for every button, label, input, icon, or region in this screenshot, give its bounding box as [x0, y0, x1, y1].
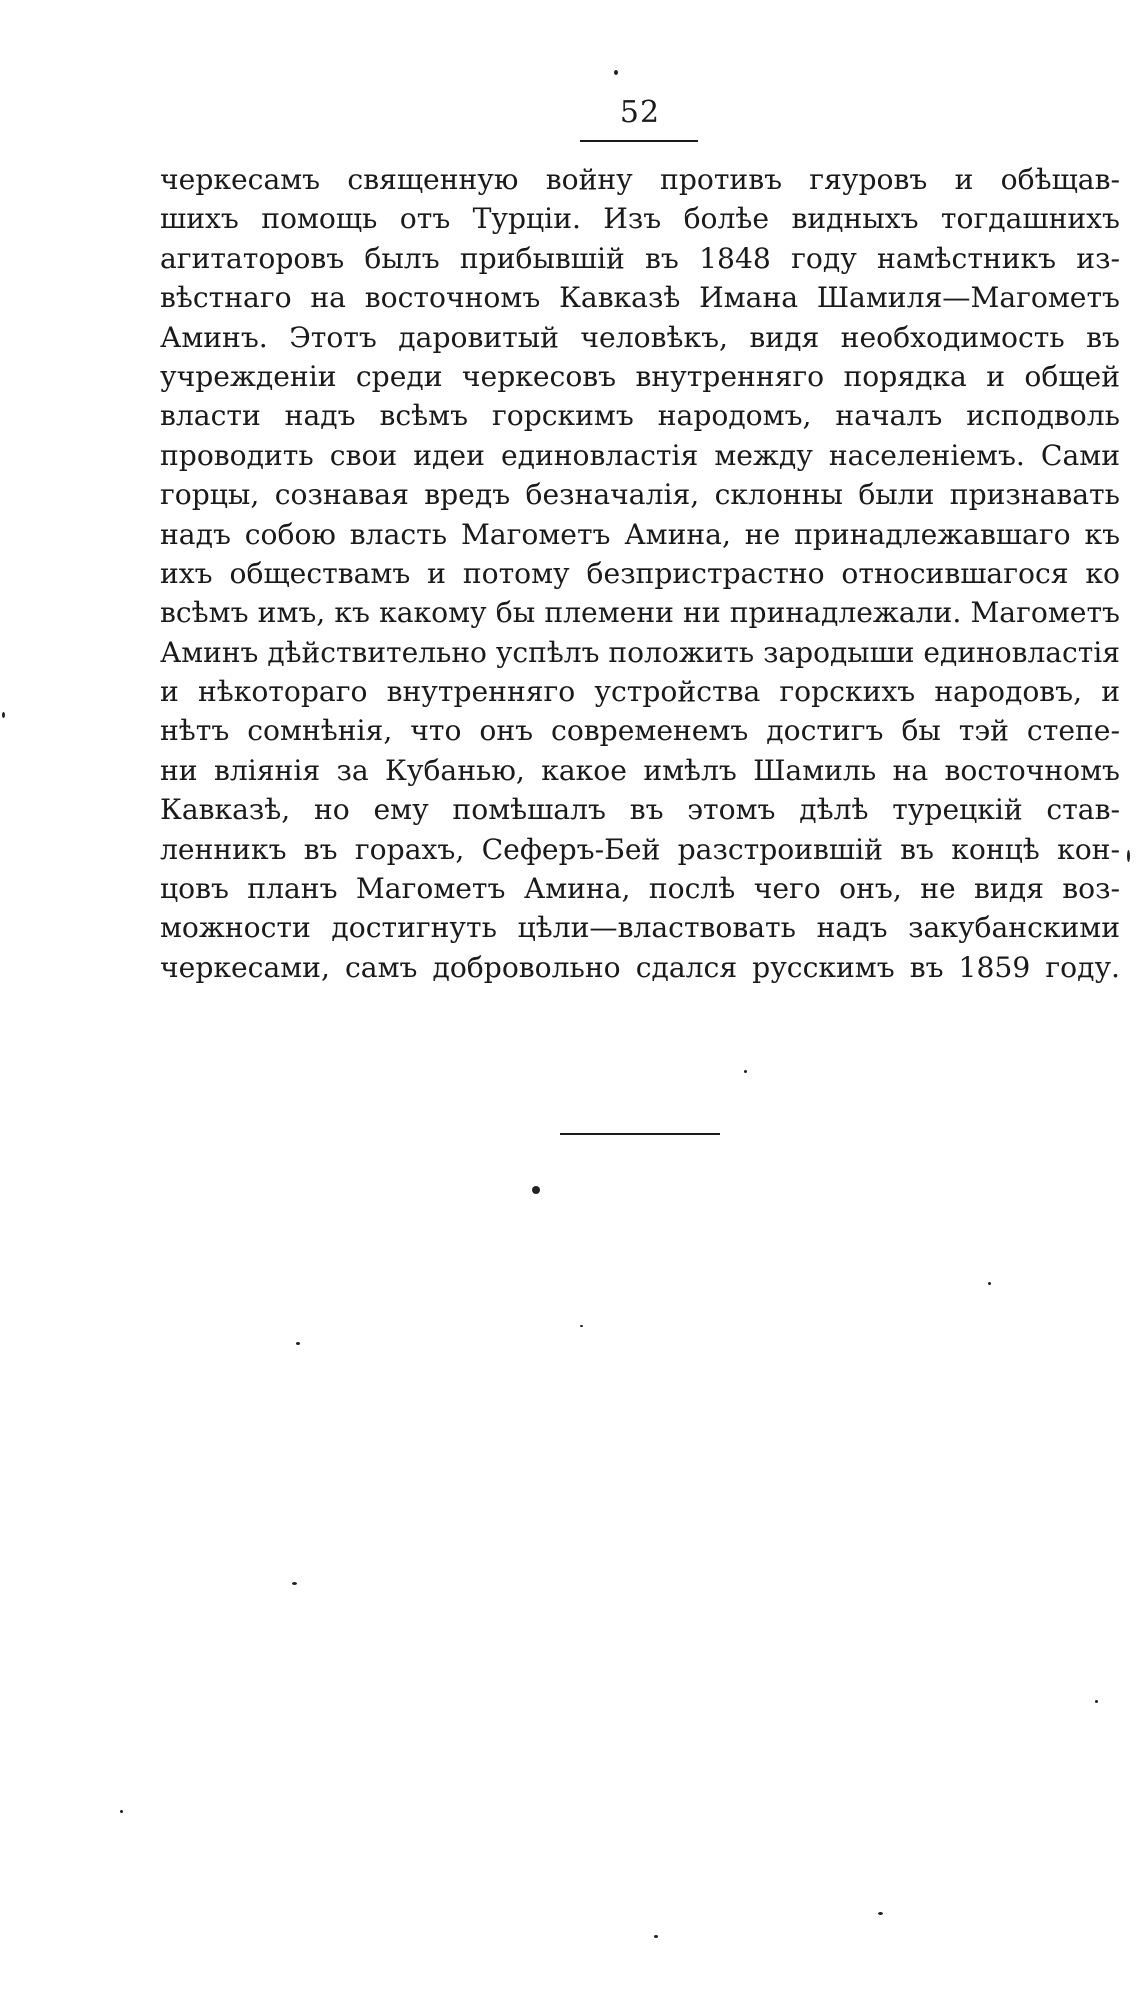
text-line: вѣстнаго на восточномъ Кавказѣ Имана Шамиля—Магометъ: [160, 281, 1120, 315]
scan-speck: [532, 1186, 540, 1194]
page-number: 52: [619, 95, 661, 130]
scan-speck: [1095, 1700, 1098, 1703]
end-rule: [560, 1133, 720, 1135]
text-line: власти надъ всѣмъ горскимъ народомъ, началъ исподволь: [160, 399, 1120, 433]
text-line: Аминъ дѣйствительно успѣлъ положить зародыши единовластія: [160, 635, 1120, 669]
text-line: черкесами, самъ добровольно сдался русскимъ въ 1859 году.: [160, 950, 1120, 984]
scan-speck: [292, 1582, 297, 1585]
text-line: и нѣкотораго внутренняго устройства горскихъ народовъ, и: [160, 675, 1120, 709]
page-number-rule: [580, 140, 698, 142]
text-line: проводить свои идеи единовластія между населеніемъ. Сами: [160, 438, 1120, 472]
body-paragraph: [160, 160, 1120, 987]
scan-speck: [988, 1282, 991, 1285]
text-line: Аминъ. Этотъ даровитый человѣкъ, видя необходимость въ: [160, 320, 1120, 354]
text-line: черкесамъ священную войну противъ гяуровъ и обѣщав-: [160, 163, 1120, 196]
scan-speck: [296, 1342, 300, 1345]
text-line: цовъ планъ Магометъ Амина, послѣ чего онъ, не видя воз-: [160, 872, 1120, 906]
text-line: можности достигнуть цѣли—властвовать надъ закубанскими: [160, 911, 1120, 945]
text-line: агитаторовъ былъ прибывшій въ 1848 году намѣстникъ из-: [160, 241, 1120, 275]
scan-speck: [1127, 850, 1130, 862]
text-line: Кавказѣ, но ему помѣшалъ въ этомъ дѣлѣ турецкій став-: [160, 793, 1120, 827]
scan-speck: [878, 1912, 883, 1915]
text-line: ленникъ въ горахъ, Сеферъ-Бей разстроившій въ концѣ кон-: [160, 832, 1120, 866]
scan-speck: [744, 1070, 747, 1073]
scan-speck: [654, 1935, 658, 1938]
text-line: ни вліянія за Кубанью, какое имѣлъ Шамиль на восточномъ: [160, 753, 1120, 787]
scan-speck: [614, 70, 618, 75]
scan-speck: [2, 712, 5, 718]
text-line: нѣтъ сомнѣнія, что онъ современемъ достигъ бы тэй степе-: [160, 714, 1120, 748]
text-line: шихъ помощь отъ Турціи. Изъ болѣе видныхъ тогдашнихъ: [160, 202, 1120, 236]
text-line: учрежденіи среди черкесовъ внутренняго порядка и общей: [160, 359, 1120, 393]
text-line: горцы, сознавая вредъ безначалія, склонны были признавать: [160, 478, 1120, 512]
scan-speck: [580, 1325, 583, 1327]
text-line: надъ собою власть Магометъ Амина, не принадлежавшаго къ: [160, 517, 1120, 551]
scan-speck: [120, 1810, 123, 1813]
text-line: ихъ обществамъ и потому безпристрастно относившагося ко: [160, 556, 1120, 590]
text-line: всѣмъ имъ, къ какому бы племени ни принадлежали. Магометъ: [160, 596, 1120, 630]
